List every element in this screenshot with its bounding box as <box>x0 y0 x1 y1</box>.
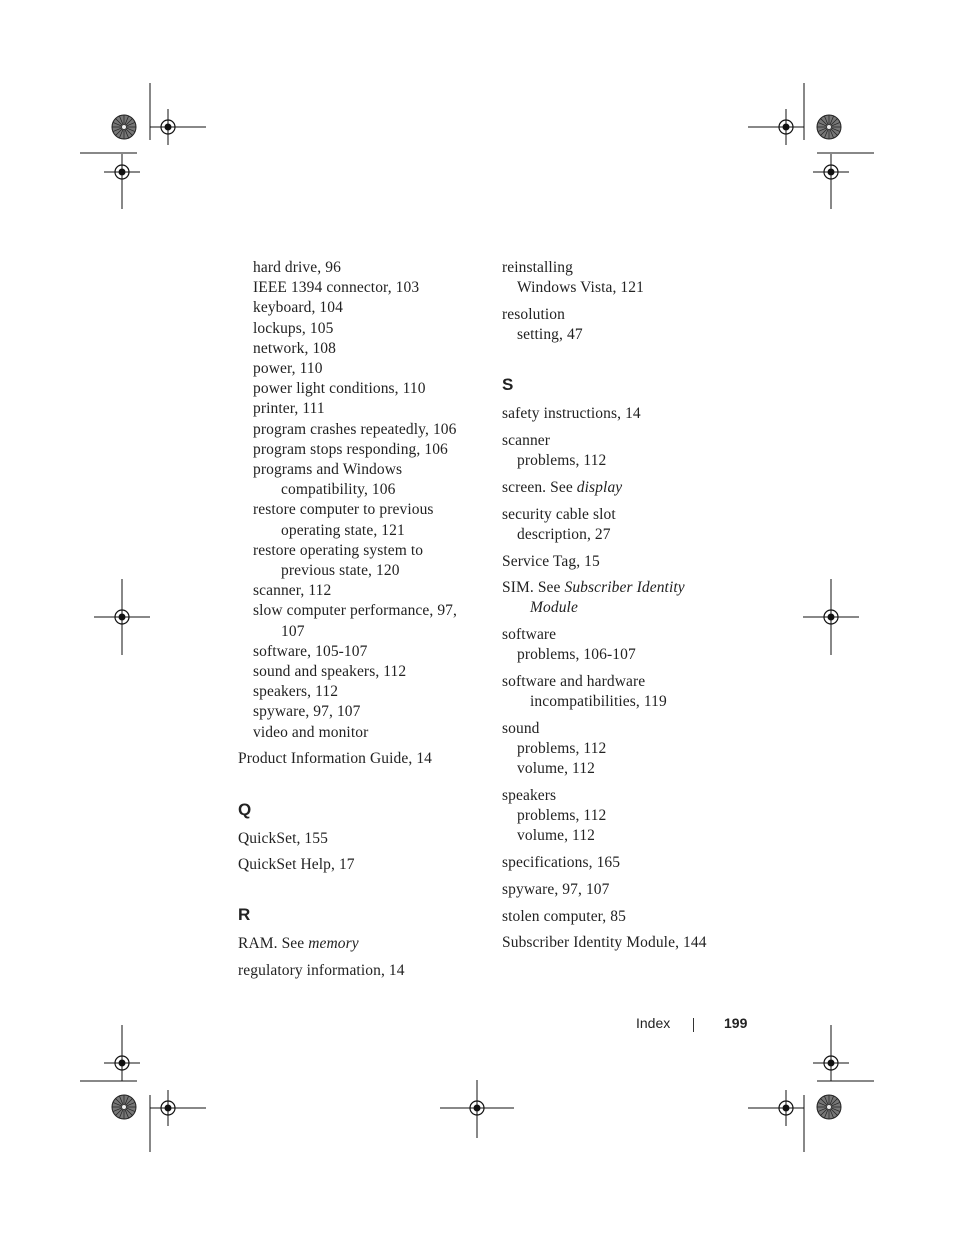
index-entry-software-and-hardware: software and hardware <box>502 673 646 691</box>
index-sub-entry: restore operating system to <box>253 541 424 559</box>
index-sub-entry: power light conditions, 110 <box>253 380 426 398</box>
index-sub-entry-continuation: compatibility, 106 <box>281 481 396 499</box>
index-entry-quickset: QuickSet, 155 <box>238 829 328 847</box>
index-sub-entry: programs and Windows <box>253 461 403 479</box>
index-sub-entry: volume, 112 <box>517 760 596 778</box>
cross-reference: display <box>576 478 623 496</box>
index-entry-subscriber-identity-module: Subscriber Identity Module, 144 <box>502 934 707 952</box>
index-entry-continuation: incompatibilities, 119 <box>530 693 667 711</box>
index-entry-specifications: specifications, 165 <box>502 854 621 872</box>
index-entry-screen <box>502 478 762 498</box>
footer-section-label: Index <box>636 1015 671 1031</box>
index-entry-text: screen. See <box>502 478 577 496</box>
index-entry-speakers: speakers <box>502 787 557 805</box>
cross-reference-continuation: Module <box>530 599 578 617</box>
index-sub-entry: network, 108 <box>253 339 336 357</box>
index-sub-entry-continuation: 107 <box>281 622 305 640</box>
index-sub-entry: power, 110 <box>253 360 323 378</box>
index-sub-entry: description, 27 <box>517 525 611 543</box>
section-heading-s: S <box>502 375 514 395</box>
index-entry-ram <box>238 934 478 954</box>
index-sub-entry: video and monitor <box>253 723 369 741</box>
section-heading-r: R <box>238 905 251 925</box>
index-entry-regulatory: regulatory information, 14 <box>238 962 405 980</box>
index-column-left <box>238 258 478 981</box>
index-entry-stolen-computer: stolen computer, 85 <box>502 907 626 925</box>
cross-reference: memory <box>308 935 359 953</box>
index-entry-service-tag: Service Tag, 15 <box>502 552 600 570</box>
index-sub-entry: Windows Vista, 121 <box>517 279 644 297</box>
index-sub-entry: speakers, 112 <box>253 683 339 701</box>
index-entry-scanner: scanner <box>502 432 551 450</box>
index-sub-entry-continuation: previous state, 120 <box>281 562 400 580</box>
index-entry-spyware: spyware, 97, 107 <box>502 880 610 898</box>
index-sub-entry: problems, 112 <box>517 740 607 758</box>
index-sub-entry: program crashes repeatedly, 106 <box>253 420 457 438</box>
index-sub-entry: keyboard, 104 <box>253 299 343 317</box>
index-sub-entry: restore computer to previous <box>253 501 434 519</box>
index-sub-entry-continuation: operating state, 121 <box>281 521 405 539</box>
index-sub-entry: IEEE 1394 connector, 103 <box>253 279 420 297</box>
index-entry-safety: safety instructions, 14 <box>502 405 641 423</box>
index-entry-security: security cable slot <box>502 505 616 523</box>
index-sub-entry: sound and speakers, 112 <box>253 663 407 681</box>
index-sub-entry: problems, 112 <box>517 807 607 825</box>
index-column-right <box>502 258 762 953</box>
index-entry-reinstalling: reinstalling <box>502 259 573 276</box>
index-sub-entry: slow computer performance, 97, <box>253 602 458 620</box>
index-entry-sound: sound <box>502 719 540 737</box>
index-sub-entry: volume, 112 <box>517 827 596 845</box>
index-sub-entry: program stops responding, 106 <box>253 440 448 458</box>
index-sub-entry: problems, 112 <box>517 452 607 470</box>
index-entry-product-information-guide: Product Information Guide, 14 <box>238 750 433 768</box>
index-sub-entry: setting, 47 <box>517 326 583 344</box>
index-entry-sim <box>502 578 762 598</box>
index-sub-entry: software, 105-107 <box>253 642 368 660</box>
index-sub-entry: hard drive, 96 <box>253 259 341 276</box>
index-sub-entry: problems, 106-107 <box>517 646 636 664</box>
footer-separator <box>693 1018 694 1032</box>
cross-reference: Subscriber Identity <box>564 579 685 597</box>
index-entry-quickset-help: QuickSet Help, 17 <box>238 856 355 874</box>
page-number: 199 <box>724 1015 748 1031</box>
index-sub-entry: spyware, 97, 107 <box>253 703 361 721</box>
section-heading-q: Q <box>238 799 252 819</box>
index-sub-entry: scanner, 112 <box>253 582 332 600</box>
index-entry-software: software <box>502 626 557 644</box>
index-sub-entry: lockups, 105 <box>253 319 334 337</box>
index-entry-resolution: resolution <box>502 305 565 323</box>
index-sub-entry: printer, 111 <box>253 400 325 418</box>
index-entry-text: SIM. See <box>502 579 565 597</box>
index-entry-text: RAM. See <box>238 935 309 953</box>
